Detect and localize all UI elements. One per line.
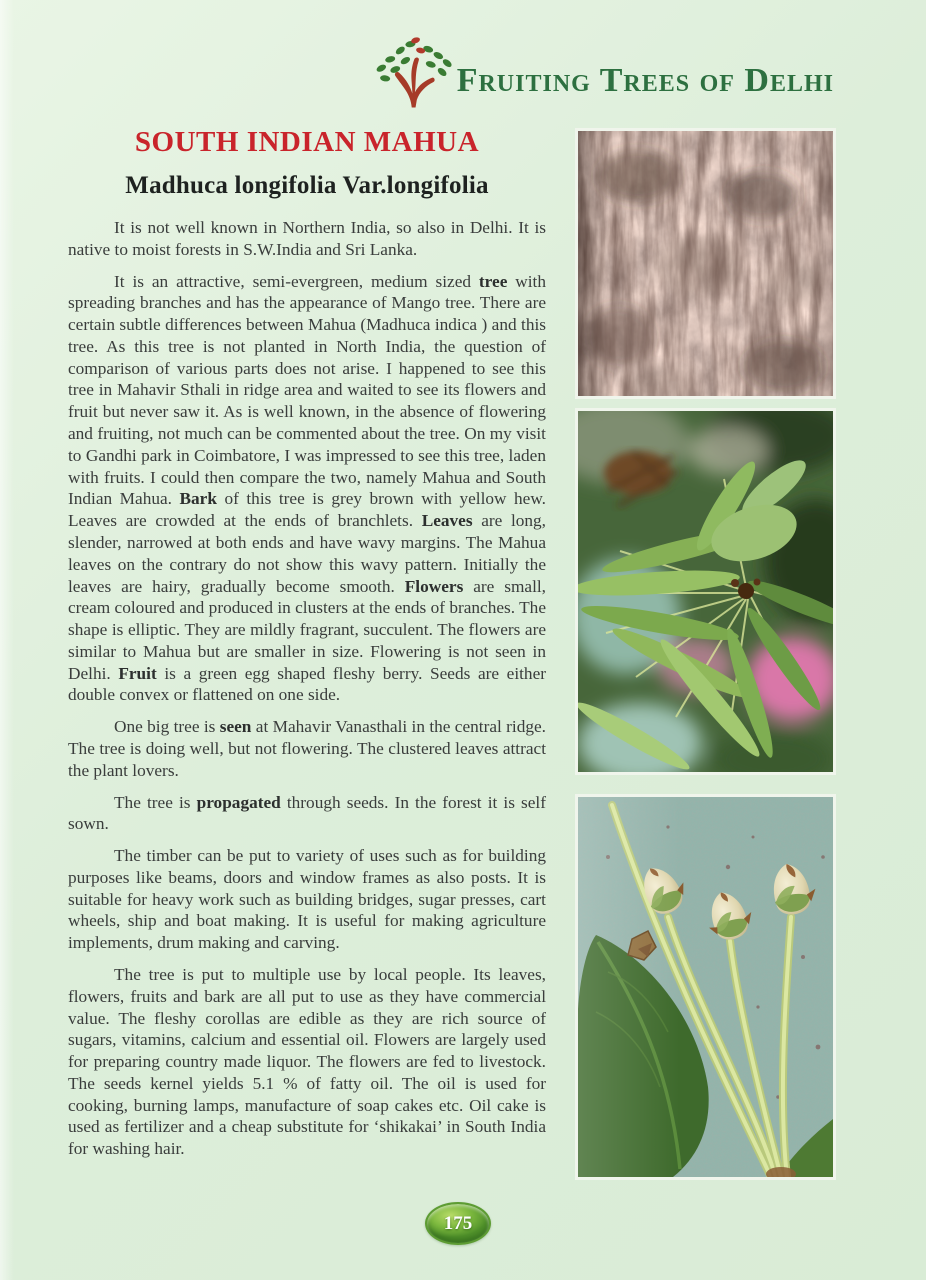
paragraph [68,845,546,954]
foliage-photo [575,408,836,775]
text-run: are long, slender, narrowed at both ends and have wavy margins. The Mahua leaves on the contrary do not show this wavy pattern. Initially the leaves are hairy, gradually become smooth. [68,511,546,596]
paragraph [68,716,546,781]
paragraph [68,792,546,836]
article-subtitle: Madhuca longifolia Var.longifolia [125,172,489,199]
text-run: of this tree is grey brown with yellow hew. Leaves are crowded at the ends of branchlets. [68,489,546,531]
fruit-buds-photo [575,794,836,1180]
photo-column [575,128,836,1180]
bold-term: Flowers [404,576,464,596]
text-run: is a green egg shaped fleshy berry. Seeds are either double convex or flattened on one side. [68,663,546,705]
bold-term: Leaves [421,511,473,531]
text-run: One big tree is [114,717,220,737]
text-run: through seeds. In the forest it is self sown. [68,792,546,834]
article-title: SOUTH INDIAN MAHUA [134,126,480,158]
page-number-badge [425,1202,491,1245]
text-run: with spreading branches and has the appearance of Mango tree. There are certain subtle differences between Mahua (Madhuca indica ) and this tree. As this tree is not planted in North India, the question of comparison of various parts does not arise. I happened to see this tree in Mahavir Sthali in ridge area and waited to see its flowers and fruit but never saw it. As is well known, in the absence of flowering and fruiting, not much can be commented about the tree. On my visit to Gandhi park in Coimbatore, I was impressed to see this tree, laden with fruits. I could then compare the two, namely Mahua and South Indian Mahua. [68,271,546,509]
article-body [68,217,546,1160]
page-header [369,34,834,104]
text-run: The tree is [114,792,197,812]
text-run: The timber can be put to variety of uses such as for building purposes like beams, doors and window frames as also posts. It is suitable for heavy work such as building bridges, sugar presses, cart wheels, ship and boat making. It is useful for making agriculture implements, drum making and carving. [68,846,546,953]
text-run: The tree is put to multiple use by local people. Its leaves, flowers, fruits and bark are all put to use as they have commercial value. The fleshy corollas are edible as they are rich source of sugars, vitamins, calcium and essential oil. Flowers are largely used for preparing country made liquor. The flowers are fed to livestock. The seeds kernel yields 5.1 % of fatty oil. The oil is used for cooking, burning lamps, manufacture of soap cakes etc. Oil cake is used as fertilizer and a cheap substitute for ‘shikakai’ in South India for washing hair. [68,965,546,1159]
bold-term: Bark [179,489,217,509]
text-run: are small, cream coloured and produced in clusters at the ends of branches. The shape is elliptic. They are mildly fragrant, succulent. The flowers are similar to Mahua but are smaller in size. Flowering is not seen in Delhi. [68,576,547,683]
article [68,126,546,1170]
bold-term: propagated [196,792,281,812]
paragraph [68,964,546,1160]
paragraph [68,217,546,261]
bold-term: Fruit [118,663,157,683]
tree-logo-icon [369,34,457,110]
text-run: It is not well known in Northern India, so also in Delhi. It is native to moist forests in S.W.India and Sri Lanka. [68,218,546,259]
bold-term: seen [219,717,252,737]
page-number: 175 [443,1212,473,1234]
text-run: It is an attractive, semi-evergreen, medium sized [114,271,479,291]
text-run: at Mahavir Vanasthali in the central ridge. The tree is doing well, but not flowering. The clustered leaves attract the plant lovers. [68,717,547,780]
bark-photo [575,128,836,399]
book-title: Fruiting Trees of Delhi [456,62,834,99]
paragraph [68,271,546,707]
bold-term: tree [478,271,508,291]
